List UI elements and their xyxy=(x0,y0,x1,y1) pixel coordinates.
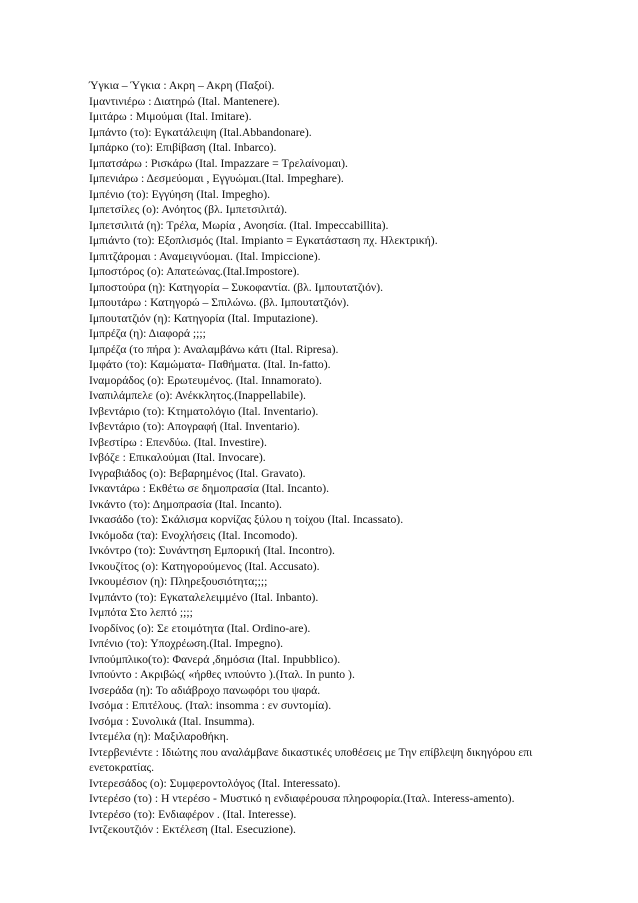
entry-39: Ινσεράδα (η): Το αδιάβροχο πανωφόρι του ψαρά. xyxy=(89,683,321,697)
entry-2: Ιμιτάρω : Μιμούμαι (Ital. Imitare). xyxy=(89,110,252,123)
entry-3: Ιμπάντο (το): Εγκατάλειψη (Ital.Abbandonare). xyxy=(89,125,312,139)
entry-4: Ιμπάρκο (το): Επιβίβαση (Ital. Inbarco). xyxy=(89,141,277,154)
entry-31: Ινκουζίτος (ο): Κατηγορούμενος (Ital. Accusato). xyxy=(89,559,320,573)
entry-19: Ιναμοράδος (ο): Ερωτευμένος. (Ital. Innamorato). xyxy=(89,373,322,387)
entry-23: Ινβεστίρω : Επενδύω. (Ital. Investire). xyxy=(89,435,267,449)
entry-42: Ιντεμέλα (η): Μαξιλαροθήκη. xyxy=(89,730,229,743)
document-page xyxy=(89,78,559,838)
entry-43: Ιντερβενιέντε : Ιδιώτης που αναλάμβανε δικαστικές υποθέσεις με Την επίβλεψη δικηγόρου επι ενετοκρατίας. xyxy=(89,745,533,774)
entry-30: Ινκόντρο (το): Συνάντηση Εμπορική (Ital. Incontro). xyxy=(89,544,335,557)
entry-6: Ιμπενιάρω : Δεσμεύομαι , Εγγυώμαι.(Ital. Impeghare). xyxy=(89,172,344,185)
entry-8: Ιμπετσίλες (ο): Ανόητος (βλ. Ιμπετσιλιτά). xyxy=(89,203,288,216)
entry-34: Ινμπότα Στο λεπτό ;;;; xyxy=(89,606,193,619)
entry-5: Ιμπατσάρω : Ρισκάρω (Ital. Impazzare = Τρελαίνομαι). xyxy=(89,156,348,170)
entry-1: Ιμαντινιέρω : Διατηρώ (Ital. Mantenere). xyxy=(89,94,280,108)
entry-9: Ιμπετσιλιτά (η): Τρέλα, Μωρία , Ανοησία. (Ital. Impeccabillita). xyxy=(89,218,389,232)
entry-41: Ινσόμα : Συνολικά (Ital. Insumma). xyxy=(89,714,255,728)
entry-47: Ιντζεκουτζιόν : Εκτέλεση (Ital. Esecuzione). xyxy=(89,823,296,836)
entry-17: Ιμπρέζα (το πήρα ): Αναλαμβάνω κάτι (Ital. Ripresa). xyxy=(89,342,339,356)
entry-20: Ιναπιλάμπελε (ο): Ανέκκλητος.(Inappellabile). xyxy=(89,389,306,402)
entry-27: Ινκάντο (το): Δημοπρασία (Ital. Incanto). xyxy=(89,497,282,511)
entry-14: Ιμπουτάρω : Κατηγορώ – Σπιλώνω. (βλ. Ιμπουτατζιόν). xyxy=(89,296,350,309)
entry-33: Ινμπάντο (το): Εγκαταλελειμμένο (Ital. Inbanto). xyxy=(89,590,319,604)
entry-38: Ινπούντο : Ακριβώς( «ήρθες ινπούντο ).(Ιταλ. In punto ). xyxy=(89,668,355,681)
entry-13: Ιμποστούρα (η): Κατηγορία – Συκοφαντία. (βλ. Ιμπουτατζιόν). xyxy=(89,280,384,294)
entry-21: Ινβεντάριο (το): Κτηματολόγιο (Ital. Inventario). xyxy=(89,404,319,418)
entry-45: Ιντερέσο (το) : Η ντερέσο - Μυστικό η ενδιαφέρουσα πληροφορία.(Ιταλ. Interess-amento). xyxy=(89,792,515,805)
entry-0: Ύγκια – Ύγκια : Ακρη – Ακρη (Παξοί). xyxy=(89,79,275,92)
entry-25: Ινγραβιάδος (ο): Βεβαρημένος (Ital. Gravato). xyxy=(89,466,306,480)
entry-15: Ιμπουτατζιόν (η): Κατηγορία (Ital. Imputazione). xyxy=(89,311,319,325)
entry-28: Ινκασάδο (το): Σκάλισμα κορνίζας ξύλου η τοίχου (Ital. Incassato). xyxy=(89,513,404,526)
entry-12: Ιμποστόρος (ο): Απατεώνας.(Ital.Impostore). xyxy=(89,265,300,278)
entry-40: Ινσόμα : Επιτέλους. (Ιταλ: insomma : εν συντομία). xyxy=(89,699,332,712)
entry-11: Ιμπιτζάρομαι : Αναμειγνύομαι. (Ital. Impiccione). xyxy=(89,249,321,263)
entry-16: Ιμπρέζα (η): Διαφορά ;;;; xyxy=(89,327,206,340)
entry-24: Ινβόζε : Επικαλούμαι (Ital. Invocare). xyxy=(89,451,266,464)
entry-26: Ινκαντάρω : Εκθέτω σε δημοπρασία (Ital. Incanto). xyxy=(89,482,330,495)
entry-44: Ιντερεσάδος (ο): Συμφεροντολόγος (Ital. Interessato). xyxy=(89,776,341,790)
entry-18: Ιμφάτο (το): Καμώματα- Παθήματα. (Ital. In-fatto). xyxy=(89,358,331,371)
entry-22: Ινβεντάριο (το): Απογραφή (Ital. Inventario). xyxy=(89,420,300,433)
entry-32: Ινκουμέσιον (η): Πληρεξουσιότητα;;;; xyxy=(89,575,268,588)
entry-37: Ινπούμπλικο(το): Φανερά ,δημόσια (Ital. Inpubblico). xyxy=(89,652,341,666)
entry-10: Ιμπιάντο (το): Εξοπλισμός (Ital. Impianto = Εγκατάσταση πχ. Ηλεκτρική). xyxy=(89,234,438,247)
entry-35: Ινορδίνος (ο): Σε ετοιμότητα (Ital. Ordino-are). xyxy=(89,621,311,635)
entry-29: Ινκόμοδα (τα): Ενοχλήσεις (Ital. Incomodo). xyxy=(89,528,298,542)
entry-36: Ινπένιο (το): Υποχρέωση.(Ital. Impegno). xyxy=(89,637,284,650)
entry-46: Ιντερέσο (το): Ενδιαφέρον . (Ital. Interesse). xyxy=(89,807,297,821)
entry-7: Ιμπένιο (το): Εγγύηση (Ital. Impegho). xyxy=(89,187,271,201)
